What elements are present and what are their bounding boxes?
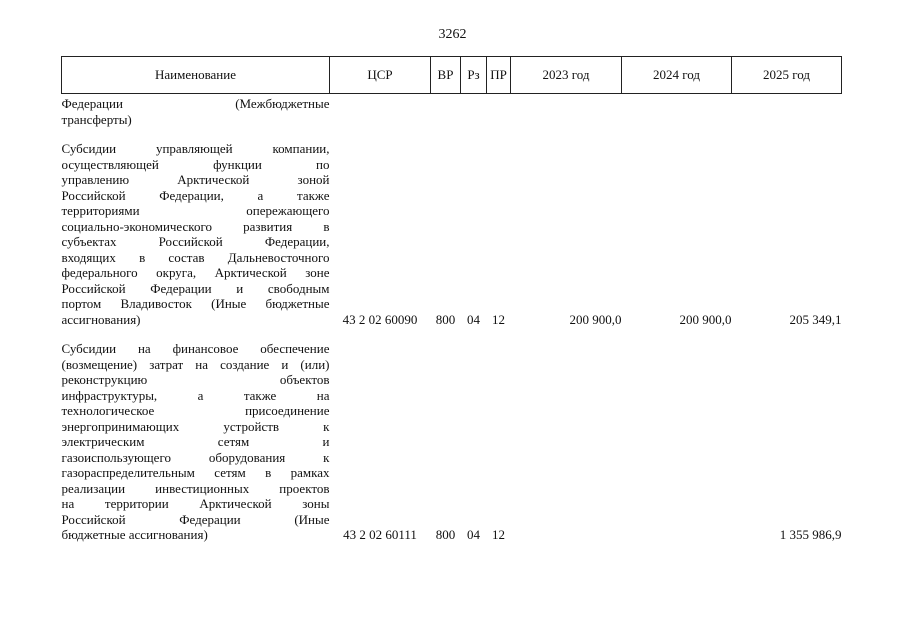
name-line: трансферты) (61, 111, 132, 127)
table-header-row (62, 57, 842, 94)
name-line: (возмещение) затрат на создание и (или) (61, 356, 330, 372)
rz-cell: 04 (467, 311, 480, 327)
name-line: территориями опережающего (61, 203, 330, 218)
value-2025-cell: 205 349,1 (789, 311, 842, 327)
name-line: бюджетные ассигнования) (61, 527, 208, 542)
name-line: Российской Федерации (Иные (61, 511, 330, 527)
budget-table (61, 56, 842, 543)
value-2023-cell: 200 900,0 (569, 311, 622, 327)
vr-cell (431, 94, 461, 128)
vr-cell: 800 (435, 527, 456, 542)
value-2024-cell: 200 900,0 (679, 311, 732, 327)
header-2024: 2024 год (622, 57, 732, 94)
name-line: электрическим сетям и (61, 434, 330, 449)
table-row (62, 141, 842, 327)
name-line: Субсидии на финансовое обеспечение (61, 341, 330, 356)
header-vr: ВР (431, 57, 461, 94)
header-pr: ПР (487, 57, 511, 94)
name-line: технологическое присоединение (61, 403, 330, 418)
csr-cell (330, 94, 431, 128)
pr-cell: 12 (492, 311, 505, 327)
table-row (62, 341, 842, 543)
name-line: портом Владивосток (Иные бюджетные (61, 296, 330, 311)
name-line: Федерации (Межбюджетные (61, 96, 330, 111)
csr-cell: 43 2 02 60111 (343, 527, 417, 542)
value-2024-cell (622, 341, 732, 543)
name-line: Субсидии управляющей компании, (61, 141, 330, 156)
table-row (62, 94, 842, 128)
name-line: Российской Федерации и свободным (61, 280, 330, 296)
header-2025: 2025 год (732, 57, 842, 94)
header-csr: ЦСР (330, 57, 431, 94)
vr-cell: 800 (435, 311, 456, 327)
name-line: реконструкцию объектов (61, 372, 330, 387)
pr-cell: 12 (492, 527, 505, 542)
name-line: социально-экономического развития в (61, 218, 330, 234)
name-line: на территории Арктической зоны (61, 496, 330, 511)
header-rz: Рз (461, 57, 487, 94)
header-2023: 2023 год (511, 57, 622, 94)
name-line: ассигнования) (61, 311, 141, 327)
row-name-cell (62, 341, 330, 543)
name-line: осуществляющей функции по (61, 156, 330, 172)
name-line: входящих в состав Дальневосточного (61, 249, 330, 265)
name-line: управлению Арктической зоной (61, 172, 330, 187)
header-name: Наименование (62, 57, 330, 94)
name-line: газораспределительным сетям в рамках (61, 465, 330, 480)
row-name-cell (62, 94, 330, 128)
name-line: энергопринимающих устройств к (61, 418, 330, 434)
value-2025-cell: 1 355 986,9 (779, 527, 842, 542)
page-number: 3262 (438, 27, 467, 42)
name-line: реализации инвестиционных проектов (61, 480, 330, 496)
name-line: газоиспользующего оборудования к (61, 449, 330, 465)
value-2024-cell (622, 94, 732, 128)
csr-cell: 43 2 02 60090 (342, 311, 418, 327)
rz-cell: 04 (467, 527, 480, 542)
value-2023-cell (511, 94, 622, 128)
name-line: субъектах Российской Федерации, (61, 234, 330, 249)
name-line: инфраструктуры, а также на (61, 387, 330, 403)
rz-cell (461, 94, 487, 128)
name-line: федерального округа, Арктической зоне (61, 265, 330, 280)
value-2023-cell (511, 341, 622, 543)
pr-cell (487, 94, 511, 128)
value-2025-cell (732, 94, 842, 128)
row-name-cell (62, 141, 330, 327)
name-line: Российской Федерации, а также (61, 187, 330, 203)
